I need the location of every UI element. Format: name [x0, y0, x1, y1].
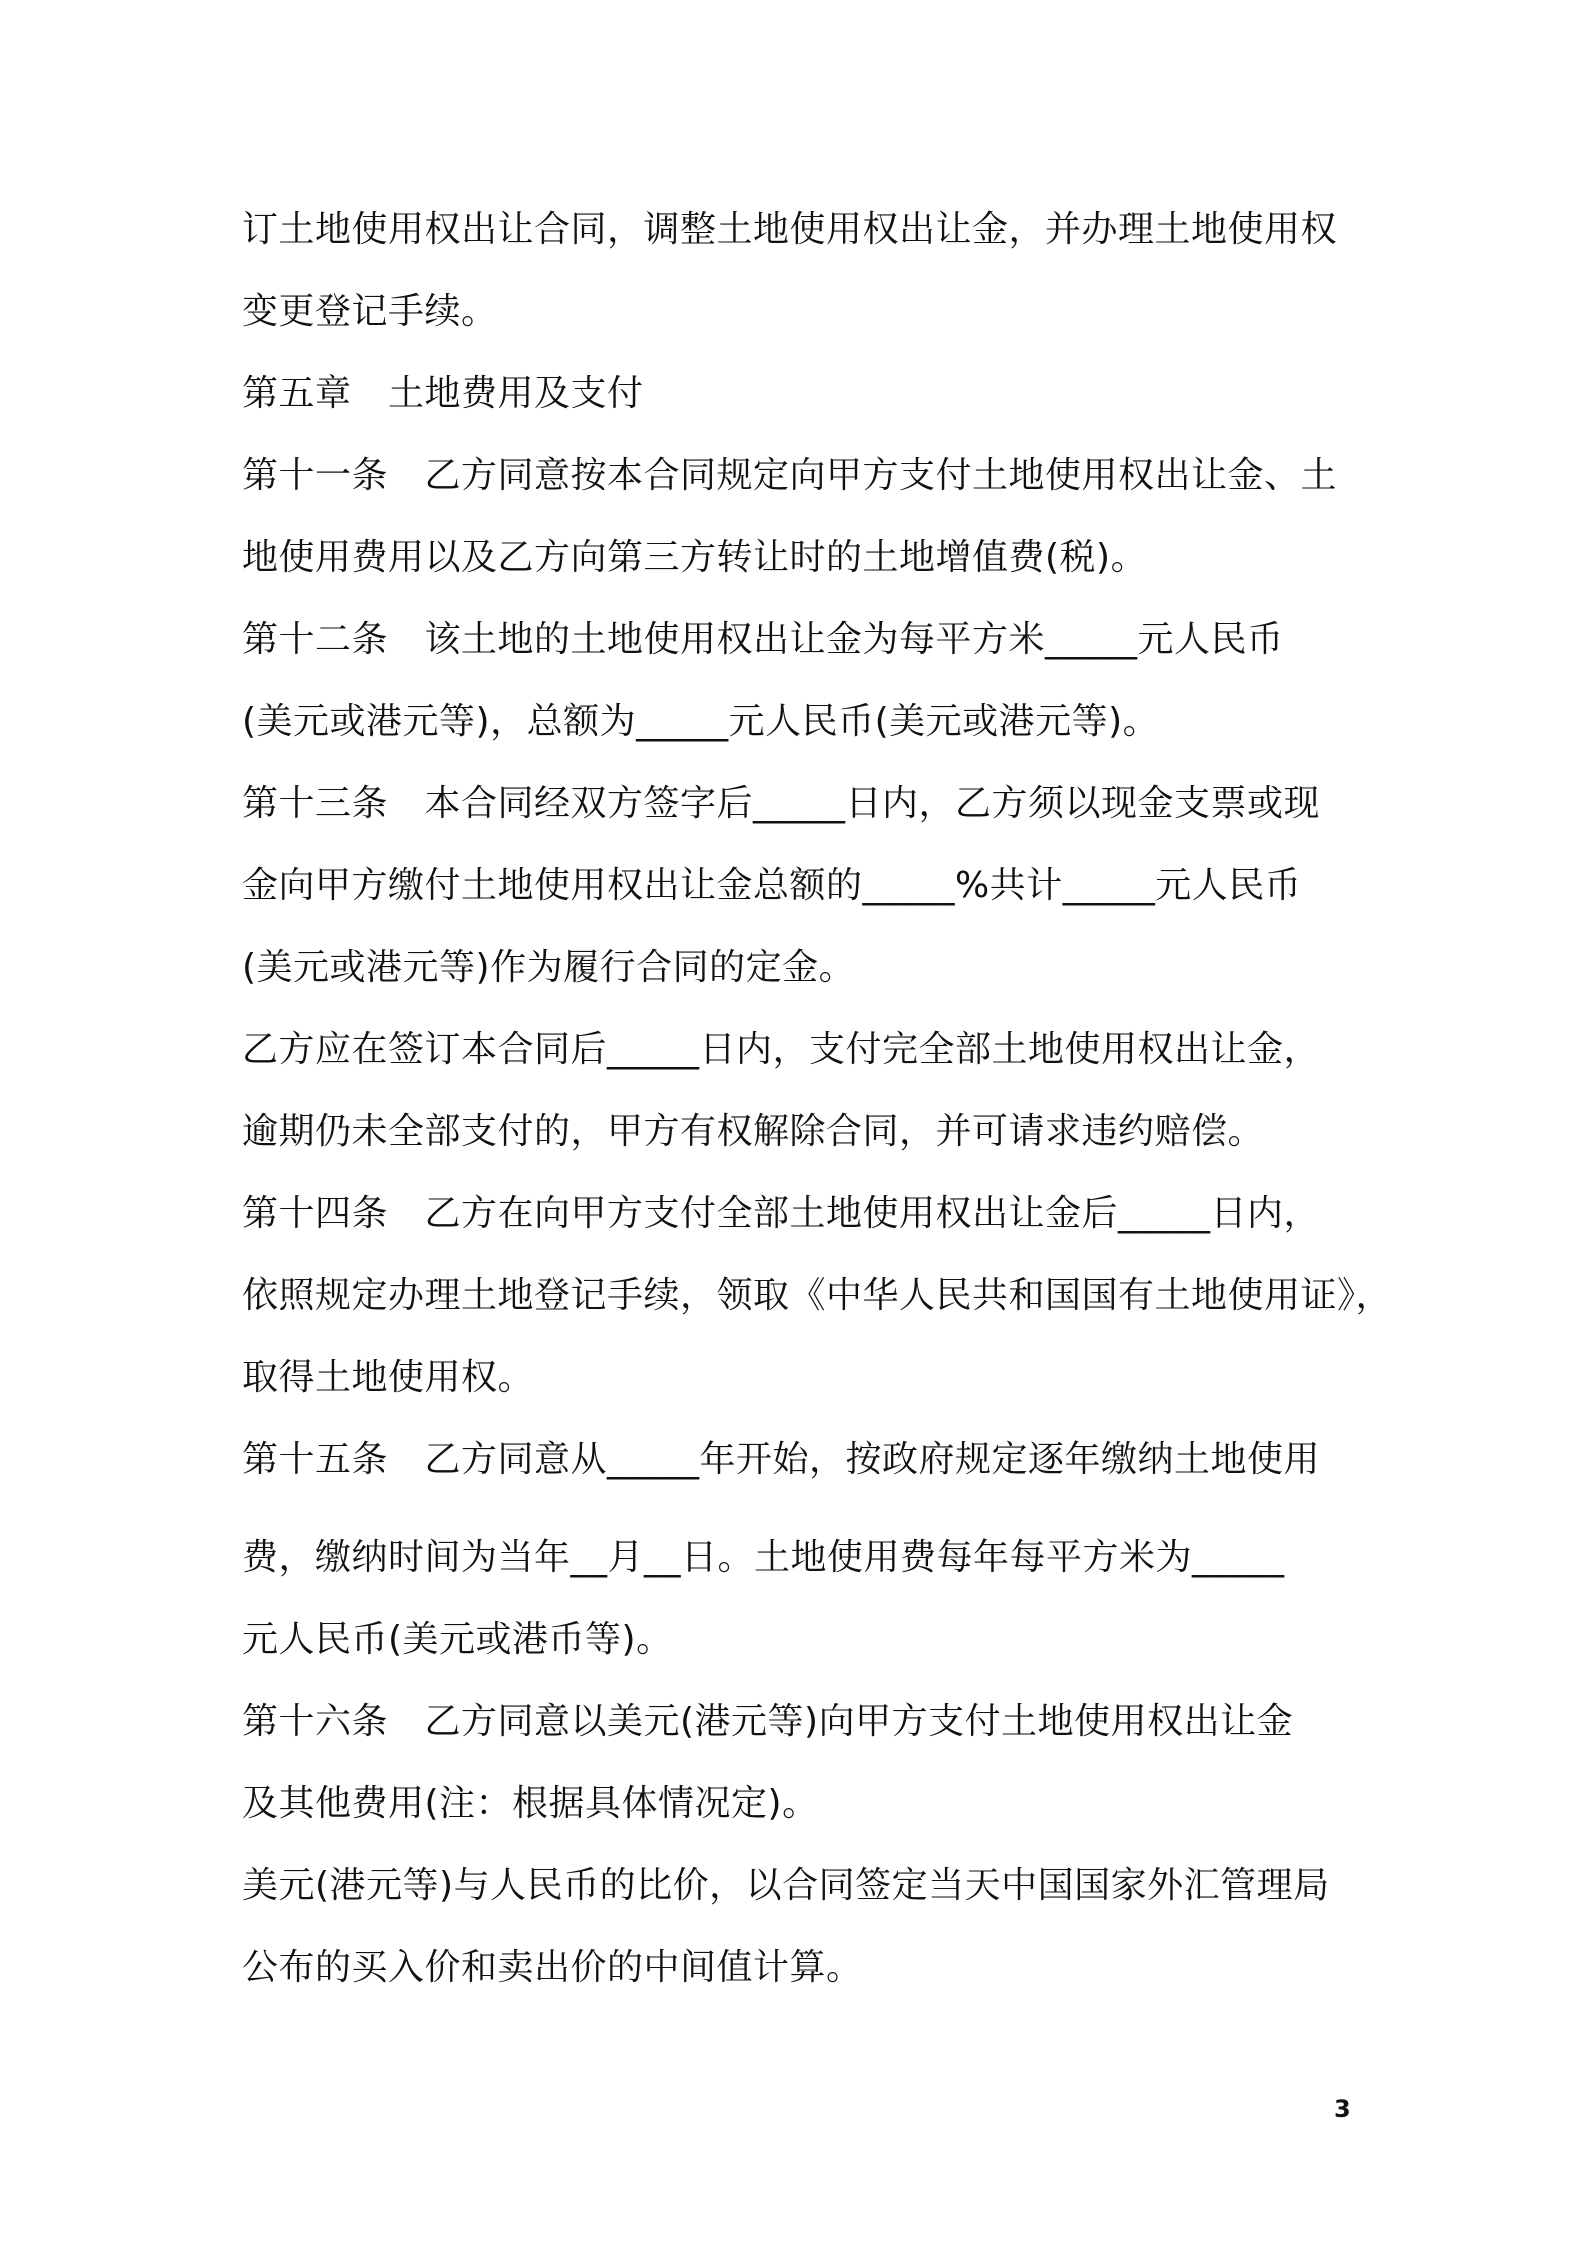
- text-line-12: 逾期仍未全部支付的，甲方有权解除合同，并可请求违约赔偿。: [242, 1111, 1265, 1152]
- chapter-heading: 第五章 土地费用及支付: [242, 373, 644, 414]
- text-line-11: 乙方应在签订本合同后_____日内，支付完全部土地使用权出让金，: [242, 1029, 1321, 1070]
- text-line-19: 第十六条 乙方同意以美元(港元等)向甲方支付土地使用权出让金: [242, 1701, 1294, 1742]
- text-line-16: 第十五条 乙方同意从_____年开始，按政府规定逐年缴纳土地使用: [242, 1439, 1321, 1480]
- text-line-17: 费，缴纳时间为当年__月__日。土地使用费每年每平方米为_____: [242, 1537, 1285, 1578]
- text-line-20: 及其他费用(注：根据具体情况定)。: [242, 1783, 819, 1824]
- text-line-1: 订土地使用权出让合同，调整土地使用权出让金，并办理土地使用权: [242, 209, 1338, 250]
- text-line-14: 依照规定办理土地登记手续，领取《中华人民共和国国有土地使用证》，: [242, 1275, 1393, 1316]
- text-line-8: 第十三条 本合同经双方签字后_____日内，乙方须以现金支票或现: [242, 783, 1321, 824]
- text-line-9: 金向甲方缴付土地使用权出让金总额的_____%共计_____元人民币: [242, 865, 1302, 906]
- text-line-2: 变更登记手续。: [242, 291, 498, 332]
- text-line-18: 元人民币(美元或港币等)。: [242, 1619, 673, 1660]
- text-line-6: 第十二条 该土地的土地使用权出让金为每平方米_____元人民币: [242, 619, 1284, 660]
- text-line-22: 公布的买入价和卖出价的中间值计算。: [242, 1947, 863, 1988]
- text-line-21: 美元(港元等)与人民币的比价，以合同签定当天中国国家外汇管理局: [242, 1865, 1330, 1906]
- page-number: 3: [1334, 2095, 1351, 2123]
- text-line-7: (美元或港元等)，总额为_____元人民币(美元或港元等)。: [242, 701, 1160, 742]
- text-line-10: (美元或港元等)作为履行合同的定金。: [242, 947, 856, 988]
- text-line-15: 取得土地使用权。: [242, 1357, 535, 1398]
- text-line-4: 第十一条 乙方同意按本合同规定向甲方支付土地使用权出让金、土: [242, 455, 1338, 496]
- text-line-5: 地使用费用以及乙方向第三方转让时的土地增值费(税)。: [242, 537, 1148, 578]
- text-line-13: 第十四条 乙方在向甲方支付全部土地使用权出让金后_____日内，: [242, 1193, 1321, 1234]
